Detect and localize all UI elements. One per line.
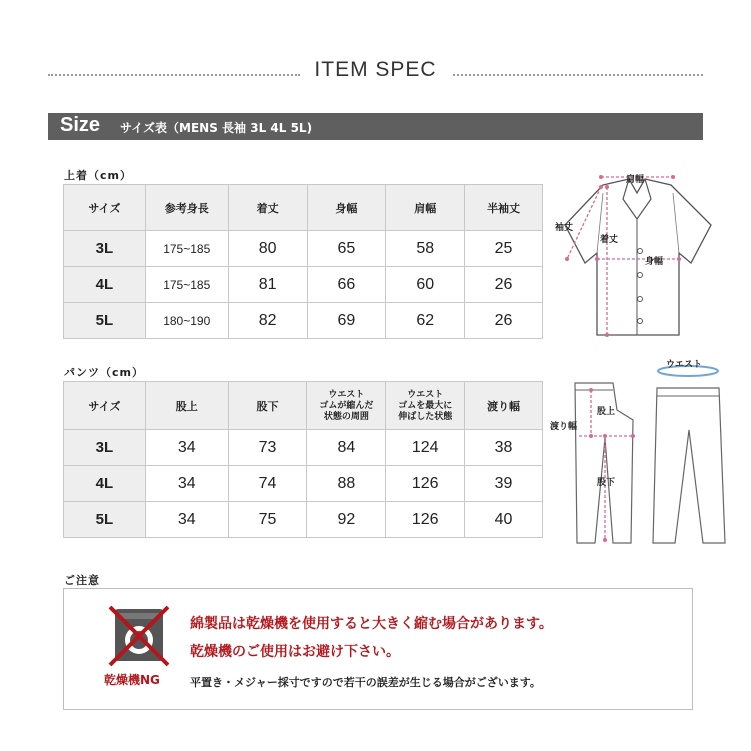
pants-col-header	[307, 382, 386, 430]
rise-label: 股上	[597, 407, 616, 417]
value-cell: 74	[228, 466, 307, 502]
tops-col-header: 肩幅	[386, 185, 465, 231]
tops-col-header: 身幅	[307, 185, 386, 231]
value-cell: 88	[307, 466, 386, 502]
shirt-diagram	[553, 163, 723, 343]
pants-col-header: 股上	[145, 382, 228, 430]
value-cell: 39	[465, 466, 543, 502]
dryer-ng-label: 乾燥機NG	[104, 673, 160, 687]
pants-col-header	[386, 382, 465, 430]
value-cell: 34	[145, 502, 228, 538]
pants-col-header: 渡り幅	[465, 382, 543, 430]
pants-diagram	[553, 350, 728, 550]
size-section-bar	[48, 113, 703, 140]
notice-line-1: 綿製品は乾燥機を使用すると大きく縮む場合があります。	[190, 616, 553, 632]
tops-size-table	[63, 184, 543, 339]
value-cell: 69	[307, 303, 386, 339]
tops-col-header: 着丈	[228, 185, 307, 231]
sleeve-label: 袖丈	[555, 223, 574, 233]
size-cell: 5L	[64, 303, 146, 339]
value-cell: 26	[465, 303, 543, 339]
size-cell: 5L	[64, 502, 146, 538]
table-row	[64, 502, 543, 538]
table-row	[64, 231, 543, 267]
height-cell: 175~185	[145, 231, 228, 267]
value-cell: 126	[386, 466, 465, 502]
dryer-ng-icon	[106, 603, 172, 669]
shoulder-label: 肩幅	[626, 175, 645, 185]
height-cell: 175~185	[145, 267, 228, 303]
table-row	[64, 303, 543, 339]
pants-header-row	[64, 382, 543, 430]
value-cell: 38	[465, 430, 543, 466]
table-row	[64, 430, 543, 466]
table-row	[64, 466, 543, 502]
value-cell: 124	[386, 430, 465, 466]
value-cell: 126	[386, 502, 465, 538]
value-cell: 40	[465, 502, 543, 538]
size-cell: 4L	[64, 267, 146, 303]
notice-box	[63, 588, 693, 710]
pants-col-header: 股下	[228, 382, 307, 430]
value-cell: 82	[228, 303, 307, 339]
value-cell: 75	[228, 502, 307, 538]
length-label: 着丈	[600, 235, 619, 245]
header-line: 伸ばした状態	[398, 411, 453, 421]
size-cell: 4L	[64, 466, 146, 502]
value-cell: 92	[307, 502, 386, 538]
thigh-label: 渡り幅	[550, 422, 578, 432]
inseam-label: 股下	[597, 478, 616, 488]
size-cell: 3L	[64, 231, 146, 267]
header-line: ゴムを最大に	[398, 400, 453, 410]
height-cell: 180~190	[145, 303, 228, 339]
value-cell: 84	[307, 430, 386, 466]
tops-label: 上着（cm）	[64, 169, 132, 182]
notice-line-3: 平置き・メジャー採寸ですので若干の誤差が生じる場合がございます。	[190, 676, 541, 689]
value-cell: 62	[386, 303, 465, 339]
size-bar-subtitle: サイズ表（MENS 長袖 3L 4L 5L)	[120, 121, 313, 135]
size-bar-label: Size	[60, 114, 101, 136]
notice-label: ご注意	[64, 574, 100, 587]
header-line: ゴムが縮んだ	[319, 400, 374, 410]
width-label: 身幅	[645, 257, 664, 267]
page-title: ITEM SPEC	[314, 58, 437, 81]
tops-header-row	[64, 185, 543, 231]
value-cell: 34	[145, 430, 228, 466]
pants-label: パンツ（cm）	[64, 366, 144, 379]
header-line: ウエスト	[328, 389, 365, 399]
value-cell: 34	[145, 466, 228, 502]
value-cell: 58	[386, 231, 465, 267]
tops-col-header: サイズ	[64, 185, 146, 231]
header-line: ウエスト	[407, 389, 444, 399]
table-row	[64, 267, 543, 303]
value-cell: 25	[465, 231, 543, 267]
pants-col-header: サイズ	[64, 382, 146, 430]
tops-col-header: 半袖丈	[465, 185, 543, 231]
tops-col-header: 参考身長	[145, 185, 228, 231]
value-cell: 65	[307, 231, 386, 267]
value-cell: 66	[307, 267, 386, 303]
pants-size-table	[63, 381, 543, 538]
value-cell: 26	[465, 267, 543, 303]
value-cell: 81	[228, 267, 307, 303]
value-cell: 73	[228, 430, 307, 466]
notice-line-2: 乾燥機のご使用はお避け下さい。	[190, 644, 400, 660]
title-divider-right	[453, 74, 703, 76]
size-cell: 3L	[64, 430, 146, 466]
value-cell: 80	[228, 231, 307, 267]
value-cell: 60	[386, 267, 465, 303]
waist-label: ウエスト	[666, 360, 703, 370]
header-line: 状態の周囲	[323, 411, 369, 421]
